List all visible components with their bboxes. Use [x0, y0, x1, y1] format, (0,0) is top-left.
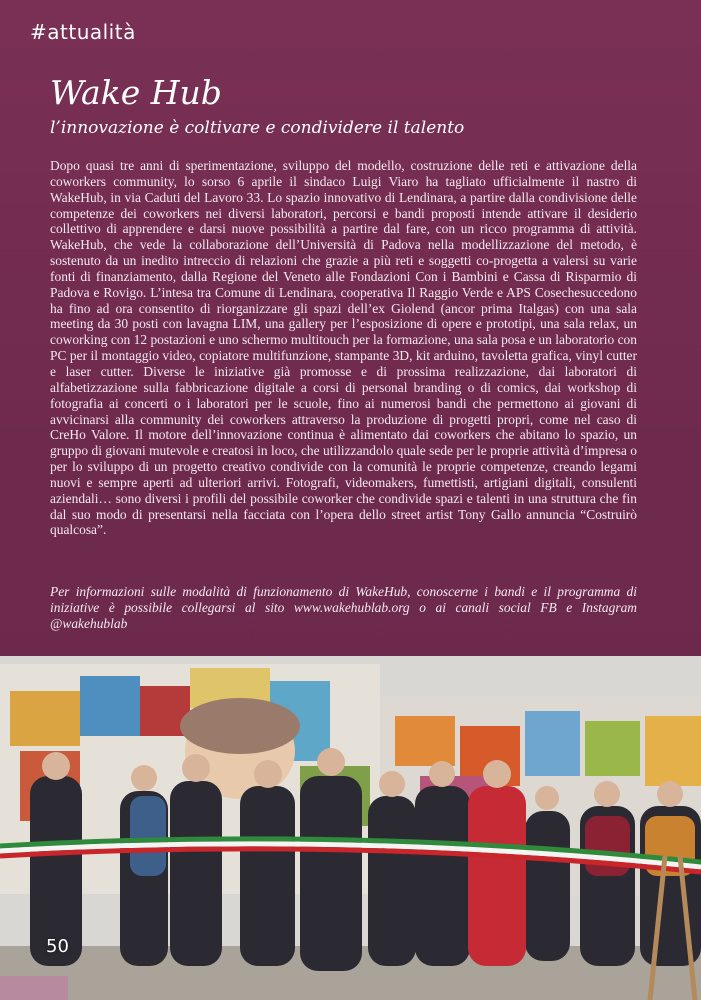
- ribbon-cutting-photo: [0, 656, 701, 1000]
- page-number: 50: [46, 936, 69, 957]
- article-body: Dopo quasi tre anni di sperimentazione, sviluppo del modello, costruzione delle reti e attivazione della coworkers community, lo sorso 6 aprile il sindaco Luigi Viaro ha tagliato ufficialmente il nastro di WakeHub, in via Caduti del Lavoro 33. Lo spazio innovativo di Lendinara, a partire dalla condivisione delle competenze dei coworkers nei diversi laboratori, percorsi e bandi proposti intende attivare il desiderio collettivo di apprendere e darsi nuove possibilità a partire dal fare, con un ricco programma di attività. WakeHub, che vede la collaborazione dell’Università di Padova nella modellizzazione del metodo, è sostenuto da un inedito intreccio di relazioni che grazie a più reti e soggetti co-progetta a valersi su varie fonti di finanziamento, dalla Regione del Veneto alle Fondazioni Con i Bambini e Cassa di Risparmio di Padova e Rovigo. L’intesa tra Comune di Lendinara, cooperativa Il Raggio Verde e APS Cosechesuccedono ha fino ad ora consentito di riorganizzare gli spazi dell’ex Giolend (ancor prima Italgas) con una sala meeting da 30 posti con lavagna LIM, una gallery per l’esposizione di opere e prototipi, una sala relax, un coworking con 12 postazioni e uno schermo multitouch per la formazione, una sala posa e un laboratorio con PC per il montaggio video, copiatore multifunzione, stampante 3D, kit arduino, tavoletta grafica, vinyl cutter e laser cutter. Diverse le iniziative già promosse e di prossima realizzazione, dai laboratori di alfabetizzazione sulla fabbricazione digitale a corsi di personal branding o di comics, dai workshop di fotografia ai concerti o i laboratori per le scuole, fino ai numerosi bandi che permettono ai giovani di avvicinarsi alla community dei coworkers attraverso la produzione di progetti propri, come nel caso di CreHo Valore. Il motore dell’innovazione continua è alimentato dai coworkers che abitano lo spazio, un gruppo di giovani mutevole e creatosi in loco, che utilizzandolo quale sede per le proprie attività d’impresa o per lo sviluppo di un progetto creativo condivide con la comunità le proprie competenze, creando legami nuovi e sempre aperti ad ulteriori arrivi. Fotografi, videomakers, fumettisti, artigiani digitali, consulenti aziendali… sono diversi i profili del possibile coworker che condivide spazi e talenti in una struttura che fin dal suo modo di presentarsi nella facciata con l’opera dello street artist Tony Gallo annuncia “Costruirò qualcosa”.: [50, 158, 637, 538]
- article-title: Wake Hub: [50, 73, 222, 112]
- section-tag: #attualità: [30, 20, 136, 44]
- photo-illustration: [0, 656, 701, 1000]
- info-paragraph: Per informazioni sulle modalità di funzionamento di WakeHub, conoscerne i bandi e il programma di iniziative è possibile collegarsi al sito www.wakehublab.org o ai canali social FB e Instagram @wakehublab: [50, 584, 637, 631]
- corner-tab: [0, 976, 68, 1000]
- article-subtitle: l’innovazione è coltivare e condividere il talento: [50, 118, 465, 138]
